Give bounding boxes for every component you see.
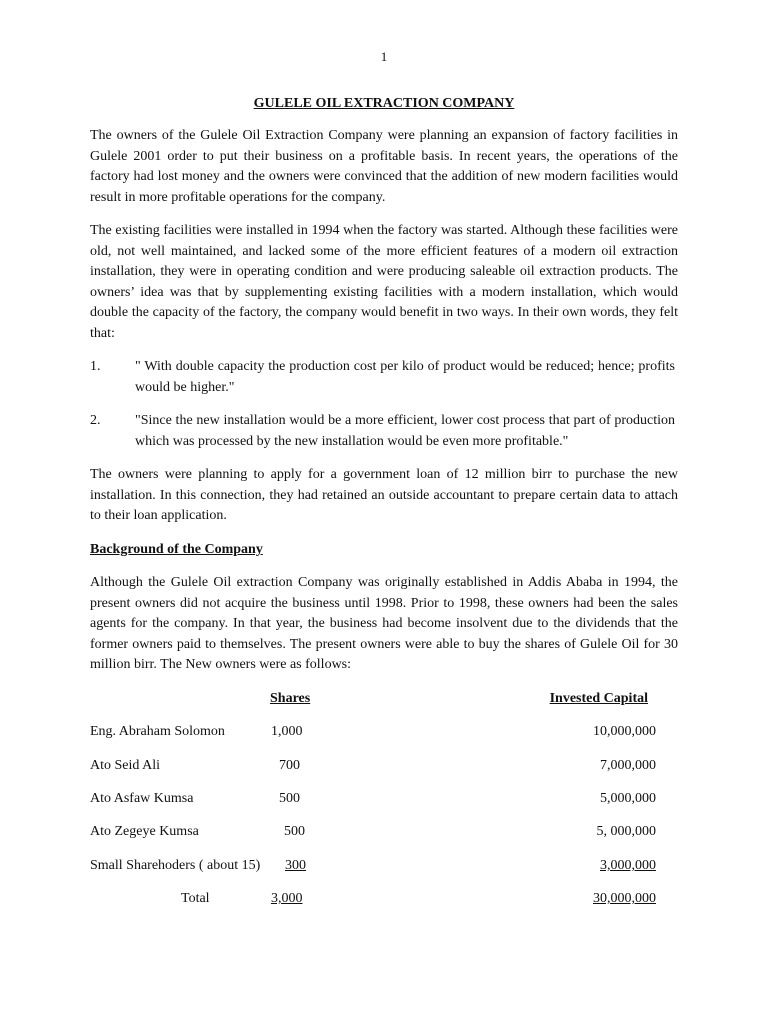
owner-capital: 10,000,000 [593,724,656,739]
list-text: " With double capacity the production cost per kilo of product would be reduced; hence; profits would be higher." [135,359,675,395]
page-number: 1 [380,49,388,64]
owner-name: Eng. Abraham Solomon [90,724,225,739]
owner-name: Ato Seid Ali [90,758,161,773]
owner-shares: 700 [279,758,300,773]
owner-capital: 5, 000,000 [596,824,656,839]
owner-name: Small Sharehoders ( about 15) [90,858,261,873]
owner-shares: 300 [285,858,306,873]
facilities-paragraph: The existing facilities were installed in 1994 when the factory was started. Although these facilities were old, not well maintained, and lacked some of the more efficient features of a modern oil extraction installation, they were in operating condition and were producing saleable oil extraction products. The owners’ idea was that by supplementing existing facilities with a modern installation, which would double the capacity of the factory, the company would benefit in two ways. In their own words, they felt that: [90,223,678,341]
list-number: 1. [90,359,101,374]
total-capital: 30,000,000 [593,891,656,906]
owner-shares: 500 [284,824,305,839]
list-number: 2. [90,413,101,428]
owner-name: Ato Asfaw Kumsa [90,791,194,806]
table-row [0,822,768,842]
table-row [0,756,768,776]
total-shares: 3,000 [271,891,303,906]
document-title: GULELE OIL EXTRACTION COMPANY [253,96,515,111]
owner-shares: 1,000 [271,724,303,739]
owner-capital: 3,000,000 [600,858,656,873]
owner-shares: 500 [279,791,300,806]
column-header-invested-capital: Invested Capital [549,691,648,706]
table-row [0,789,768,809]
loan-paragraph: The owners were planning to apply for a government loan of 12 million birr to purchase the new installation. In this connection, they had retained an outside accountant to prepare certain data to attach to their loan application. [90,467,678,523]
table-total-row [0,889,768,909]
list-text: "Since the new installation would be a more efficient, lower cost process that part of production which was processed by the new installation would be even more profitable." [135,413,675,449]
owner-capital: 7,000,000 [600,758,656,773]
owner-capital: 5,000,000 [600,791,656,806]
section-heading: Background of the Company [90,542,263,557]
owner-name: Ato Zegeye Kumsa [90,824,199,839]
table-row [0,856,768,876]
column-header-shares: Shares [270,691,311,706]
intro-paragraph: The owners of the Gulele Oil Extraction Company were planning an expansion of factory facilities in Gulele 2001 order to put their business on a profitable basis. In recent years, the operations of the factory had lost money and the owners were convinced that the addition of new modern facilities would result in more profitable operations for the company. [90,128,678,205]
background-paragraph: Although the Gulele Oil extraction Company was originally established in Addis Ababa in 1994, the present owners did not acquire the business until 1998. Prior to 1998, these owners had been the sales agents for the company. In that year, the business had become insolvent due to the dividends that the former owners paid to themselves. The present owners were able to buy the shares of Gulele Oil for 30 million birr. The New owners were as follows: [90,575,678,672]
table-row [0,722,768,742]
total-label: Total [181,891,210,906]
